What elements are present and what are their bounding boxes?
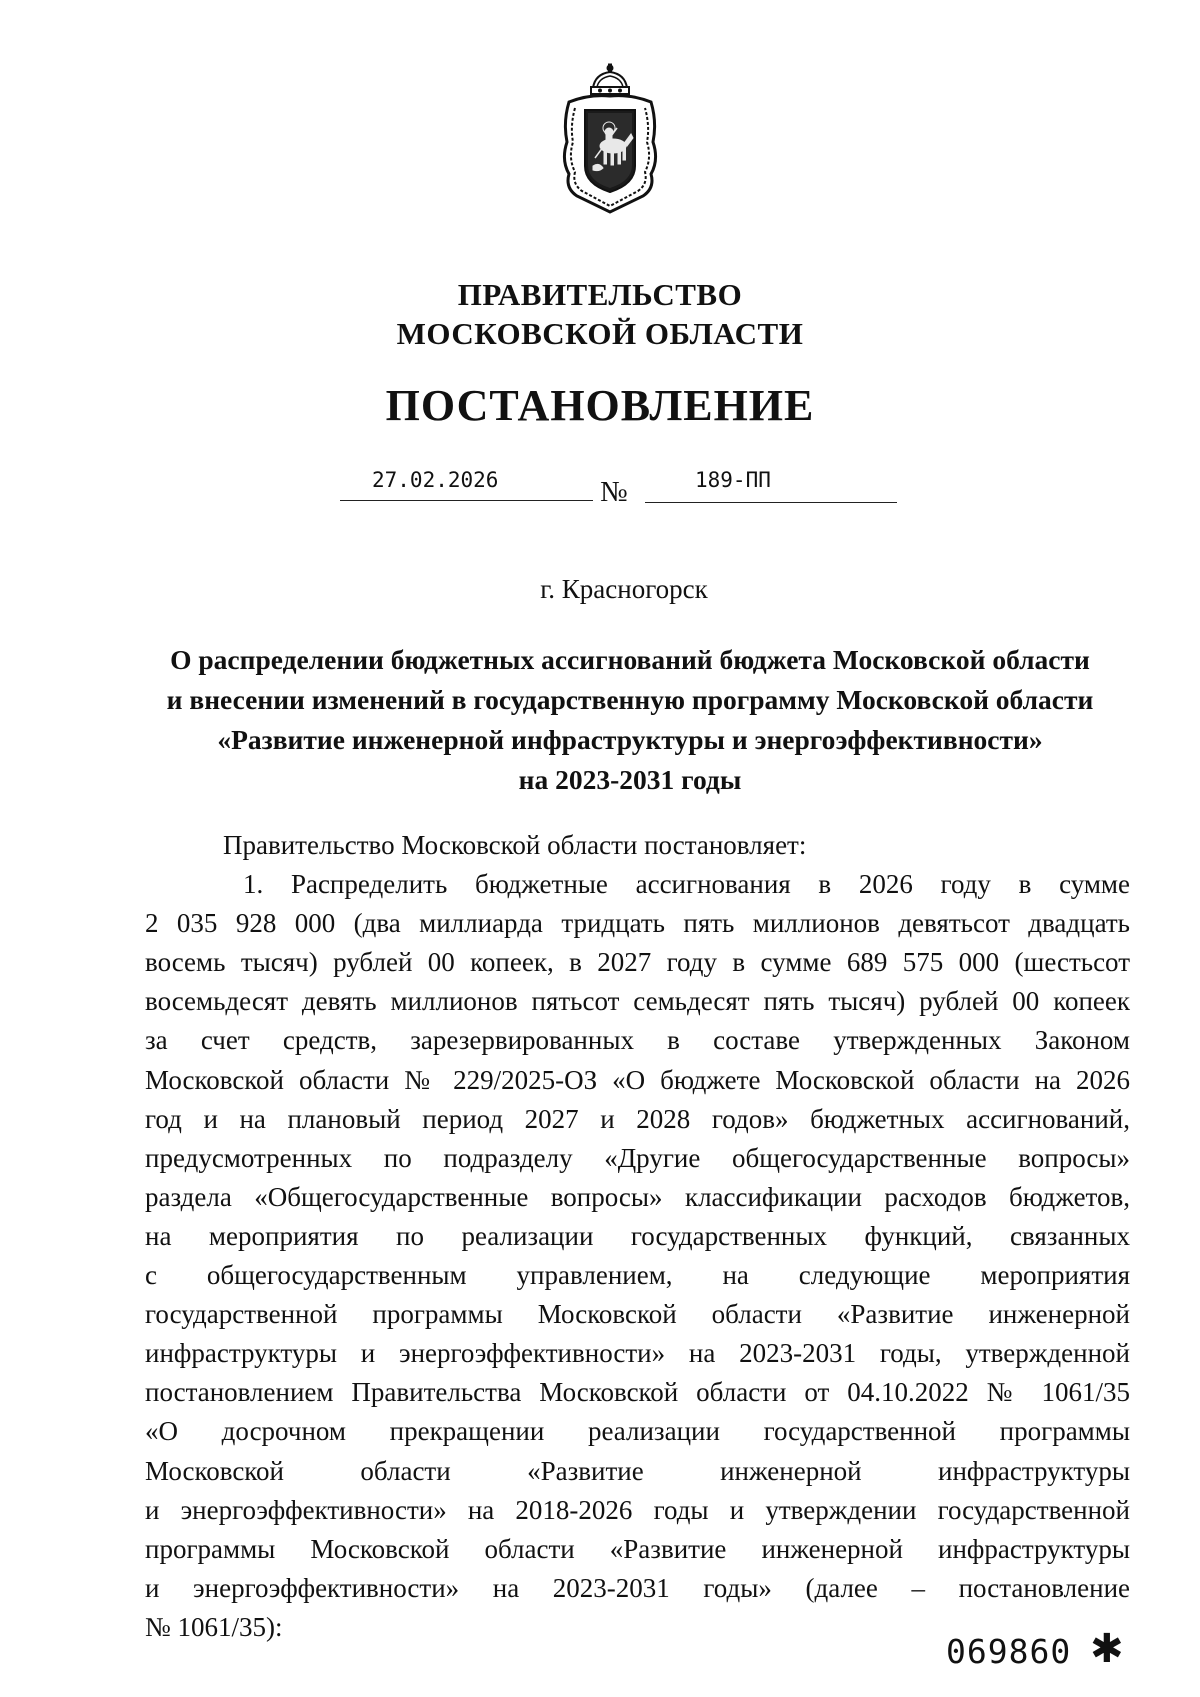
body-line: 1. Распределить бюджетные ассигнования в 2026 году в сумме xyxy=(243,869,1130,900)
asterisk-mark-icon: ✱ xyxy=(1090,1626,1124,1672)
body-line: и энергоэффективности» на 2018-2026 годы и утверждении государственной xyxy=(145,1494,1130,1525)
date-number-row xyxy=(0,458,1200,508)
body-line: инфраструктуры и энергоэффективности» на 2023-2031 годы, утвержденной xyxy=(145,1338,1130,1369)
body-line: № 1061/35): xyxy=(145,1611,283,1642)
number-underline xyxy=(645,502,897,503)
body-line: раздела «Общегосударственные вопросы» классификации расходов бюджетов, xyxy=(145,1181,1130,1212)
body-line: восемьдесят девять миллионов пятьсот семьдесят пять тысяч) рублей 00 копеек xyxy=(145,986,1130,1017)
body-line: 2 035 928 000 (два миллиарда тридцать пять миллионов девятьсот двадцать xyxy=(145,908,1130,939)
document-body xyxy=(145,826,1130,1647)
body-line: Московской области № 229/2025-ОЗ «О бюджете Московской области на 2026 xyxy=(145,1064,1130,1095)
document-subject xyxy=(130,640,1130,800)
body-line: Московской области «Развитие инженерной инфраструктуры xyxy=(145,1455,1130,1486)
date-underline xyxy=(340,500,593,501)
body-line: восемь тысяч) рублей 00 копеек, в 2027 году в сумме 689 575 000 (шестьсот xyxy=(145,947,1130,978)
subject-line: «Развитие инженерной инфраструктуры и энергоэффективности» xyxy=(217,724,1043,755)
city-name: г. Красногорск xyxy=(540,574,708,604)
form-serial-number: 069860 xyxy=(946,1632,1072,1671)
body-line: постановлением Правительства Московской области от 04.10.2022 № 1061/35 xyxy=(145,1377,1130,1408)
body-line: за счет средств, зарезервированных в составе утвержденных Законом xyxy=(145,1025,1130,1056)
body-line: Правительство Московской области постановляет: xyxy=(223,830,807,860)
body-line: предусмотренных по подразделу «Другие общегосударственные вопросы» xyxy=(145,1142,1130,1173)
subject-line: на 2023-2031 годы xyxy=(518,764,742,795)
body-line: программы Московской области «Развитие инженерной инфраструктуры xyxy=(145,1533,1130,1564)
document-date: 27.02.2026 xyxy=(372,468,499,492)
body-line: на мероприятия по реализации государственных функций, связанных xyxy=(145,1220,1130,1251)
body-line: с общегосударственным управлением, на следующие мероприятия xyxy=(145,1260,1130,1291)
number-sign: № xyxy=(600,476,628,508)
body-line: государственной программы Московской области «Развитие инженерной xyxy=(145,1299,1130,1330)
subject-line: и внесении изменений в государственную программу Московской области xyxy=(166,684,1094,715)
document-number: 189-ПП xyxy=(695,468,771,492)
body-line: «О досрочном прекращении реализации государственной программы xyxy=(145,1416,1130,1447)
subject-line: О распределении бюджетных ассигнований бюджета Московской области xyxy=(170,644,1090,675)
body-line: и энергоэффективности» на 2023-2031 годы» (далее – постановление xyxy=(145,1572,1130,1603)
coat-of-arms-icon xyxy=(555,62,665,214)
organization-name-line-1: ПРАВИТЕЛЬСТВО xyxy=(457,277,743,312)
body-line: год и на плановый период 2027 и 2028 годов» бюджетных ассигнований, xyxy=(145,1103,1130,1134)
organization-name-line-2: МОСКОВСКОЙ ОБЛАСТИ xyxy=(396,316,804,351)
document-type-title: ПОСТАНОВЛЕНИЕ xyxy=(385,381,815,430)
